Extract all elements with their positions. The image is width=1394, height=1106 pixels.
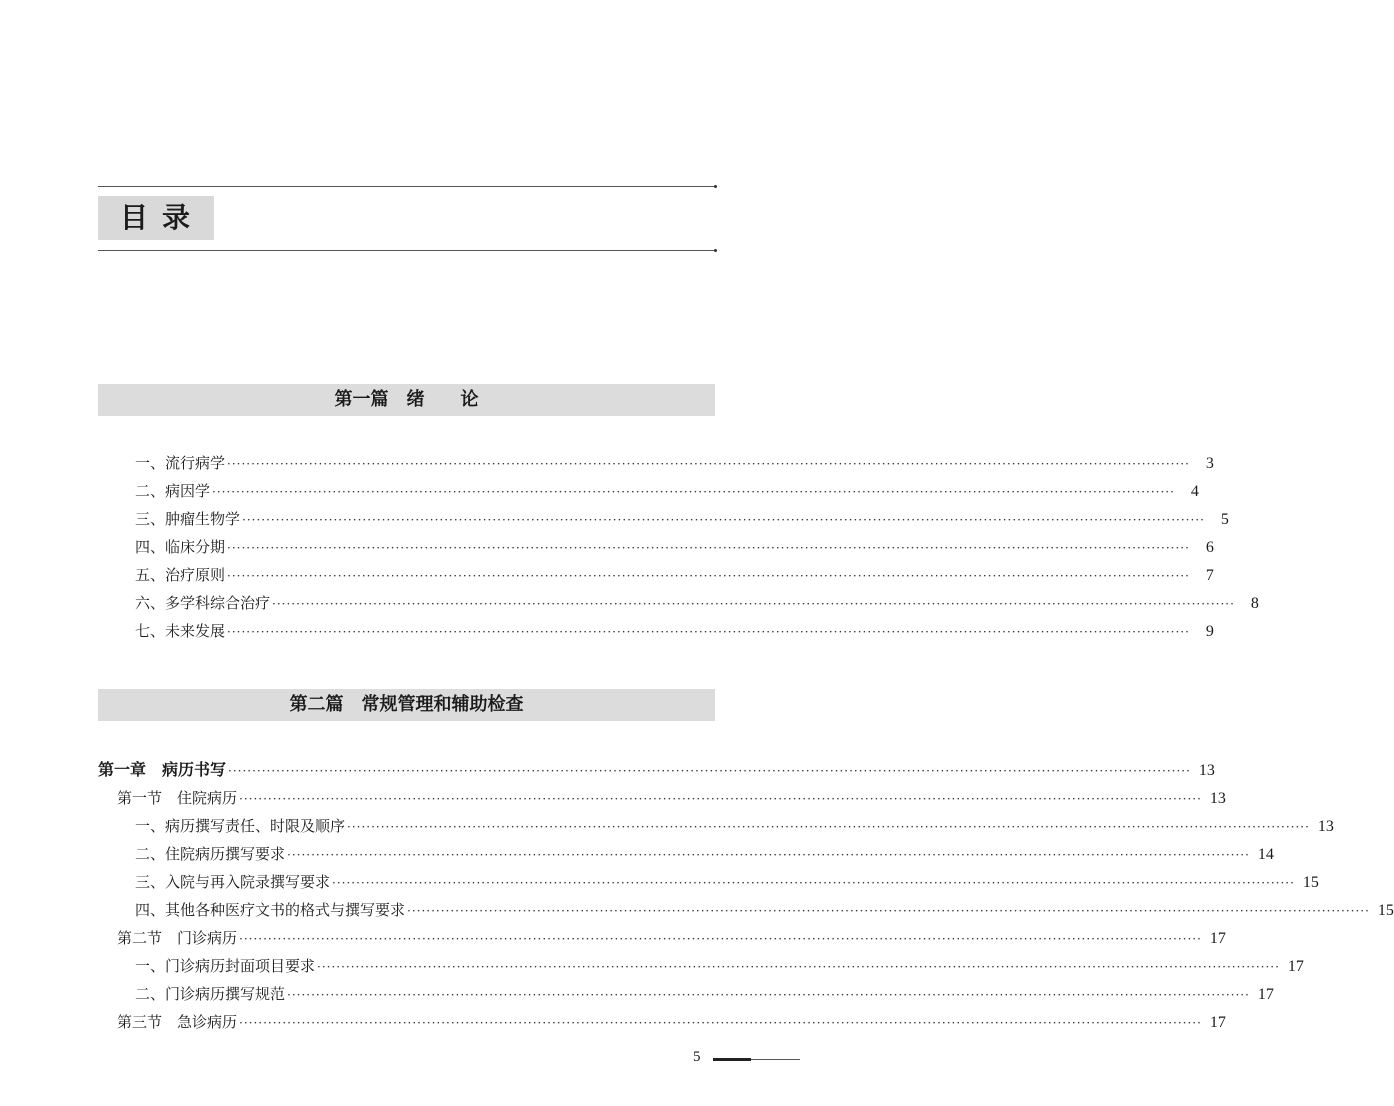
toc-entry[interactable]: 二、门诊病历撰写规范 ········································································································································································································ 17 [135, 982, 715, 1006]
toc-section-entry[interactable]: 第二节 门诊病历 ········································································································································································································ 17 [117, 926, 715, 950]
toc-entry[interactable]: 四、临床分期 ········································································································································································································ 6 [135, 535, 715, 559]
footer-rule-thick [713, 1058, 751, 1061]
dot-leader: ········································································································································································································ [227, 457, 1190, 471]
toc-entry[interactable]: 一、流行病学 ········································································································································································································ 3 [135, 451, 715, 475]
rule-dot [714, 249, 717, 252]
part-title-1: 第一篇 绪 论 [98, 384, 715, 416]
dot-leader: ········································································································································································································ [242, 513, 1205, 527]
toc-entry[interactable]: 七、未来发展 ········································································································································································································ 9 [135, 619, 715, 643]
bottom-rule [98, 250, 714, 251]
dot-leader: ········································································································································································································ [407, 904, 1370, 918]
dot-leader: ········································································································································································································ [239, 1016, 1202, 1030]
dot-leader: ········································································································································································································ [239, 792, 1202, 806]
dot-leader: ········································································································································································································ [227, 625, 1190, 639]
page-number: 5 [693, 1049, 701, 1065]
toc-section-entry[interactable]: 第一节 住院病历 ········································································································································································································ 13 [117, 786, 715, 810]
toc-entry[interactable]: 三、入院与再入院录撰写要求 ········································································································································································································ 15 [135, 870, 715, 894]
dot-leader: ········································································································································································································ [287, 848, 1250, 862]
rule-dot [714, 185, 717, 188]
part-title-2: 第二篇 常规管理和辅助检查 [98, 689, 715, 721]
dot-leader: ········································································································································································································ [227, 541, 1190, 555]
toc-entry[interactable]: 一、门诊病历封面项目要求 ········································································································································································································ 17 [135, 954, 715, 978]
dot-leader: ········································································································································································································ [227, 569, 1190, 583]
toc-section-entry[interactable]: 第三节 急诊病历 ········································································································································································································ 17 [117, 1010, 715, 1034]
toc-entry[interactable]: 一、病历撰写责任、时限及顺序 ········································································································································································································ 13 [135, 814, 715, 838]
dot-leader: ········································································································································································································ [332, 876, 1295, 890]
toc-chapter-entry[interactable]: 第一章 病历书写 ········································································································································································································ 13 [98, 758, 715, 782]
footer-rule-thin [751, 1059, 800, 1060]
dot-leader: ········································································································································································································ [239, 932, 1202, 946]
dot-leader: ········································································································································································································ [272, 597, 1235, 611]
toc-entry[interactable]: 六、多学科综合治疗 ········································································································································································································ 8 [135, 591, 715, 615]
toc-entry[interactable]: 二、病因学 ········································································································································································································ 4 [135, 479, 715, 503]
toc-entry[interactable]: 二、住院病历撰写要求 ········································································································································································································ 14 [135, 842, 715, 866]
top-rule [98, 186, 714, 187]
dot-leader: ········································································································································································································ [212, 485, 1175, 499]
toc-title: 目录 [98, 196, 214, 240]
toc-entry[interactable]: 三、肿瘤生物学 ········································································································································································································ 5 [135, 507, 715, 531]
dot-leader: ········································································································································································································ [228, 764, 1191, 778]
toc-entry[interactable]: 四、其他各种医疗文书的格式与撰写要求 ········································································································································································································ 15 [135, 898, 715, 922]
dot-leader: ········································································································································································································ [317, 960, 1280, 974]
dot-leader: ········································································································································································································ [287, 988, 1250, 1002]
toc-entry[interactable]: 五、治疗原则 ········································································································································································································ 7 [135, 563, 715, 587]
dot-leader: ········································································································································································································ [347, 820, 1310, 834]
